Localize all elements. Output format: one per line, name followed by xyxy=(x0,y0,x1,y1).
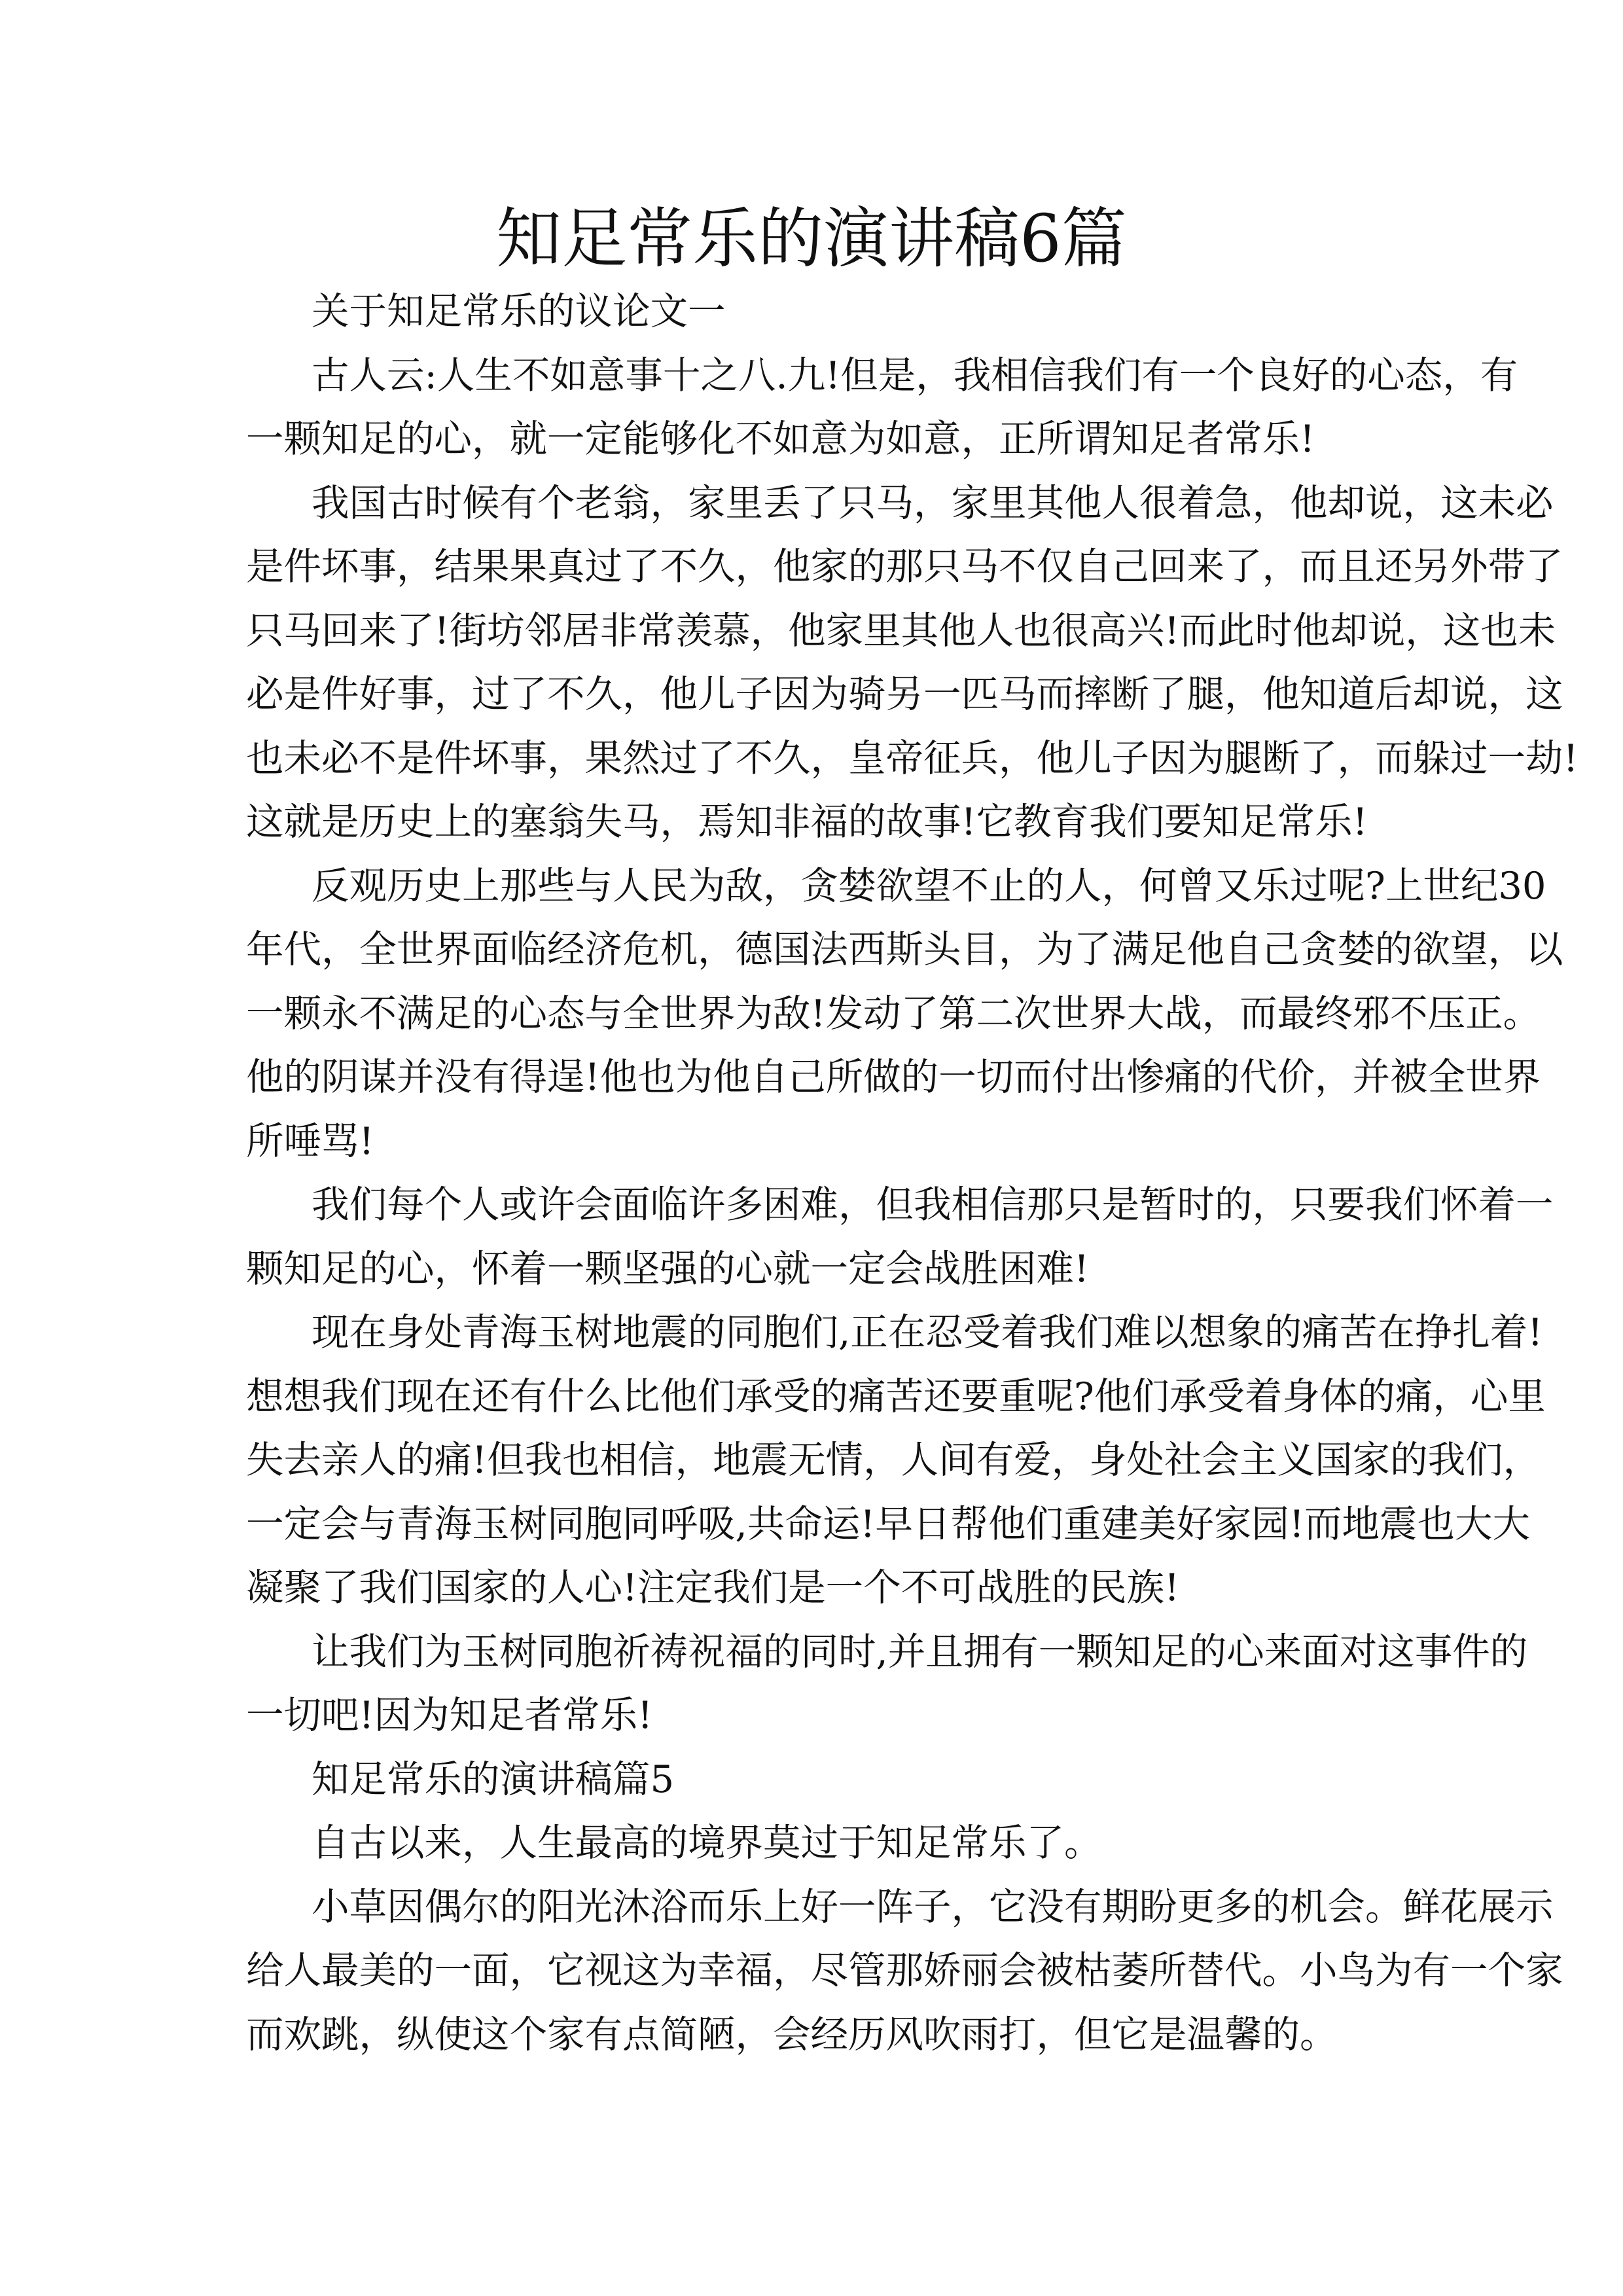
text-line: 凝聚了我们国家的人心!注定我们是一个不可战胜的民族! xyxy=(246,1566,1180,1609)
text-line: 我国古时候有个老翁，家里丢了只马，家里其他人很着急，他却说，这未必 xyxy=(312,480,1554,525)
text-line: 只马回来了!街坊邻居非常羡慕，他家里其他人也很高兴!而此时他却说，这也未 xyxy=(246,608,1556,653)
paragraph xyxy=(246,279,1376,344)
paragraph xyxy=(246,1620,1528,1748)
document-body xyxy=(246,279,1578,2066)
text-line: 关于知足常乐的议论文一 xyxy=(312,289,726,333)
text-line: 他的阴谋并没有得逞!他也为他自己所做的一切而付出惨痛的代价，并被全世界 xyxy=(246,1055,1541,1099)
text-line: 这就是历史上的塞翁失马，焉知非福的故事!它教育我们要知足常乐! xyxy=(246,800,1368,844)
text-line: 一定会与青海玉树同胞同呼吸,共命运!早日帮他们重建美好家园!而地震也大大 xyxy=(246,1501,1530,1546)
paragraph xyxy=(246,1811,1376,1875)
text-line: 让我们为玉树同胞祈祷祝福的同时,并且拥有一颗知足的心来面对这事件的 xyxy=(312,1629,1528,1674)
text-line: 是件坏事，结果果真过了不久，他家的那只马不仅自己回来了，而且还另外带了 xyxy=(246,545,1563,588)
paragraph xyxy=(246,344,1518,471)
text-line: 自古以来，人生最高的境界莫过于知足常乐了。 xyxy=(312,1821,1102,1865)
document-title: 知足常乐的演讲稿6篇 xyxy=(496,200,1127,277)
text-line: 现在身处青海玉树地震的同胞们,正在忍受着我们难以想象的痛苦在挣扎着! xyxy=(312,1310,1543,1354)
text-line: 而欢跳，纵使这个家有点简陋，会经历风吹雨打，但它是温馨的。 xyxy=(246,2012,1338,2056)
paragraph xyxy=(246,1300,1546,1620)
paragraph xyxy=(246,1875,1563,2067)
text-line: 古人云:人生不如意事十之八.九!但是，我相信我们有一个良好的心态，有 xyxy=(312,353,1518,397)
text-line: 给人最美的一面，它视这为幸福，尽管那娇丽会被枯萎所替代。小鸟为有一个家 xyxy=(246,1948,1563,1992)
text-line: 一颗永不满足的心态与全世界为敌!发动了第二次世界大战，而最终邪不压正。 xyxy=(246,991,1541,1035)
text-line: 知足常乐的演讲稿篇5 xyxy=(312,1757,675,1801)
paragraph xyxy=(246,1173,1554,1300)
text-line: 必是件好事，过了不久，他儿子因为骑另一匹马而摔断了腿，他知道后却说，这 xyxy=(246,672,1563,716)
text-line: 一切吧!因为知足者常乐! xyxy=(246,1693,653,1737)
text-line: 反观历史上那些与人民为敌，贪婪欲望不止的人，何曾又乐过呢?上世纪30 xyxy=(312,863,1546,908)
paragraph xyxy=(246,1748,1376,1812)
paragraph xyxy=(246,471,1578,854)
text-line: 一颗知足的心，就一定能够化不如意为如意，正所谓知足者常乐! xyxy=(246,417,1315,461)
text-line: 想想我们现在还有什么比他们承受的痛苦还要重呢?他们承受着身体的痛，心里 xyxy=(246,1374,1546,1418)
text-line: 失去亲人的痛!但我也相信，地震无情，人间有爱，身处社会主义国家的我们， xyxy=(246,1438,1541,1482)
text-line: 颗知足的心，怀着一颗坚强的心就一定会战胜困难! xyxy=(246,1246,1090,1291)
text-line: 我们每个人或许会面临许多困难，但我相信那只是暂时的，只要我们怀着一 xyxy=(312,1183,1554,1227)
text-line: 年代，全世界面临经济危机，德国法西斯头目，为了满足他自己贪婪的欲望，以 xyxy=(246,927,1563,971)
paragraph xyxy=(246,854,1563,1174)
text-line: 也未必不是件坏事，果然过了不久，皇帝征兵，他儿子因为腿断了，而躲过一劫! xyxy=(246,736,1578,780)
text-line: 所唾骂! xyxy=(246,1119,374,1163)
text-line: 小草因偶尔的阳光沐浴而乐上好一阵子，它没有期盼更多的机会。鲜花展示 xyxy=(312,1884,1554,1929)
